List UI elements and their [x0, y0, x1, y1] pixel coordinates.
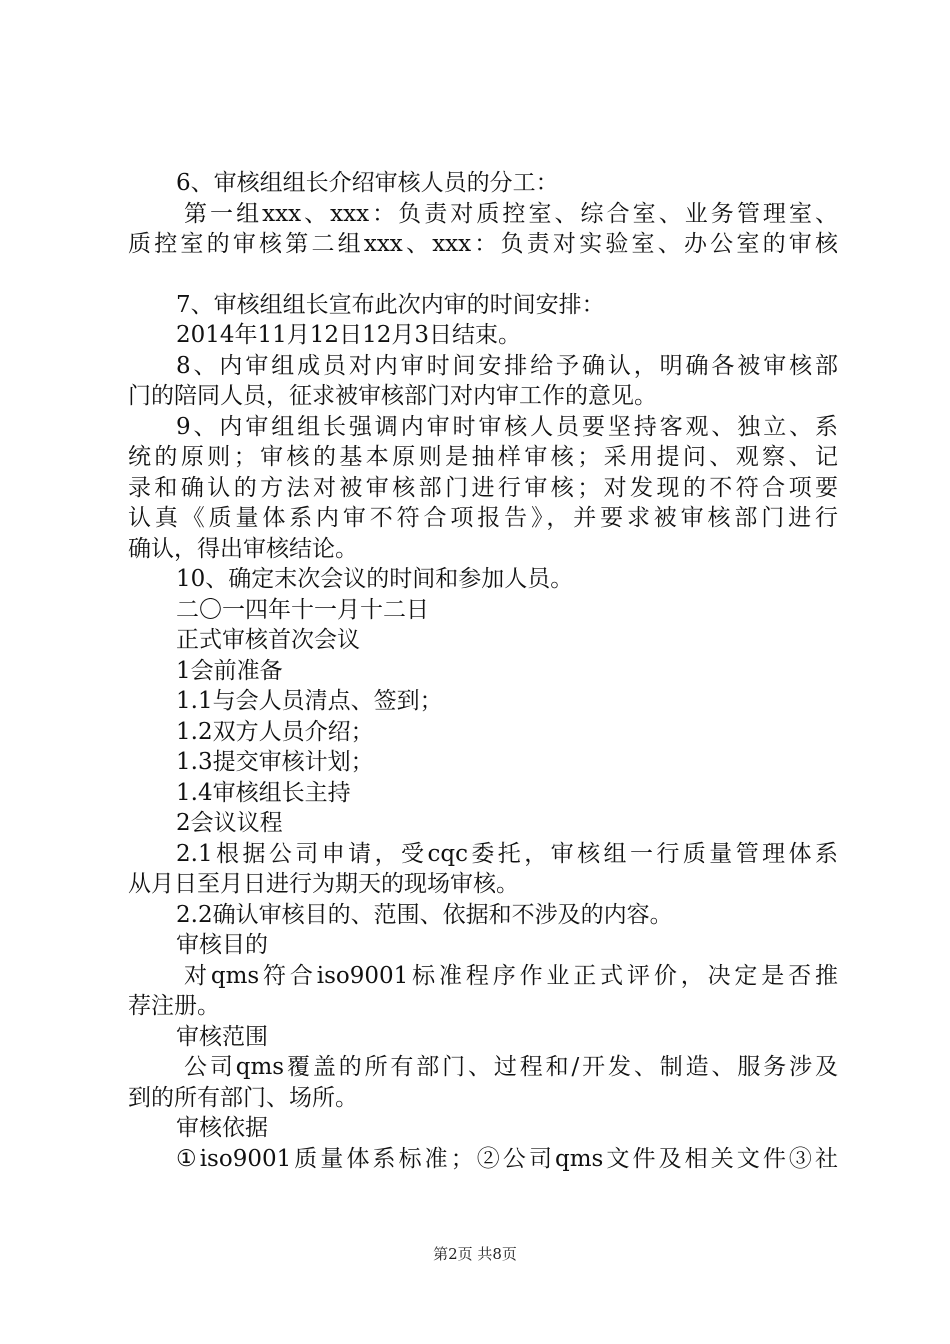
text-line: 10、确定末次会议的时间和参加人员。 [176, 566, 574, 592]
paragraph-gap [128, 260, 838, 290]
subsection-heading: 审核目的 [176, 932, 268, 958]
text-line: 录和确认的方法对被审核部门进行审核；对发现的不符合项要 [128, 474, 838, 501]
list-item: 1.3提交审核计划； [176, 749, 374, 775]
date-line: 二〇一四年十一月十二日 [176, 596, 429, 623]
list-item: 1.2双方人员介绍； [176, 718, 374, 745]
text-line: 荐注册。 [128, 993, 220, 1019]
text-line: 9、内审组组长强调内审时审核人员要坚持客观、独立、系 [176, 413, 838, 440]
text-line: 第一组xxx、xxx：负责对质控室、综合室、业务管理室、 [184, 200, 838, 227]
text-line: 确认，得出审核结论。 [128, 535, 358, 562]
text-line: 2014年11月12日12月3日结束。 [176, 322, 521, 348]
document-body [128, 168, 838, 1174]
text-line: 统的原则；审核的基本原则是抽样审核；采用提问、观察、记 [128, 444, 838, 470]
subsection-heading: 审核范围 [176, 1023, 268, 1050]
page-number-footer: 第2页 共8页 [433, 1245, 517, 1263]
text-line: 公司qms覆盖的所有部门、过程和/开发、制造、服务涉及 [184, 1054, 838, 1080]
text-line: 质控室的审核第二组xxx、xxx：负责对实验室、办公室的审核 [128, 231, 838, 257]
text-line: ①iso9001质量体系标准；②公司qms文件及相关文件③社 [176, 1145, 838, 1172]
text-line: 2.1根据公司申请，受cqc委托，审核组一行质量管理体系 [176, 840, 838, 867]
text-line: 7、审核组组长宣布此次内审的时间安排： [176, 291, 605, 318]
list-item: 1.4审核组长主持 [176, 779, 351, 806]
text-line: 门的陪同人员，征求被审核部门对内审工作的意见。 [128, 383, 657, 409]
text-line: 2.2确认审核目的、范围、依据和不涉及的内容。 [176, 901, 673, 928]
section-heading: 2会议议程 [176, 810, 283, 836]
text-line: 到的所有部门、场所。 [128, 1084, 358, 1111]
text-line: 认真《质量体系内审不符合项报告》，并要求被审核部门进行 [128, 505, 838, 531]
section-heading: 正式审核首次会议 [176, 627, 360, 653]
list-item: 1.1与会人员清点、签到； [176, 688, 443, 714]
text-line: 8、内审组成员对内审时间安排给予确认，明确各被审核部 [176, 352, 838, 379]
text-line: 6、审核组组长介绍审核人员的分工： [176, 170, 559, 196]
section-heading: 1会前准备 [176, 657, 283, 684]
subsection-heading: 审核依据 [176, 1115, 268, 1141]
text-line: 对qms符合iso9001标准程序作业正式评价，决定是否推 [184, 962, 838, 989]
text-line: 从月日至月日进行为期天的现场审核。 [128, 871, 519, 897]
